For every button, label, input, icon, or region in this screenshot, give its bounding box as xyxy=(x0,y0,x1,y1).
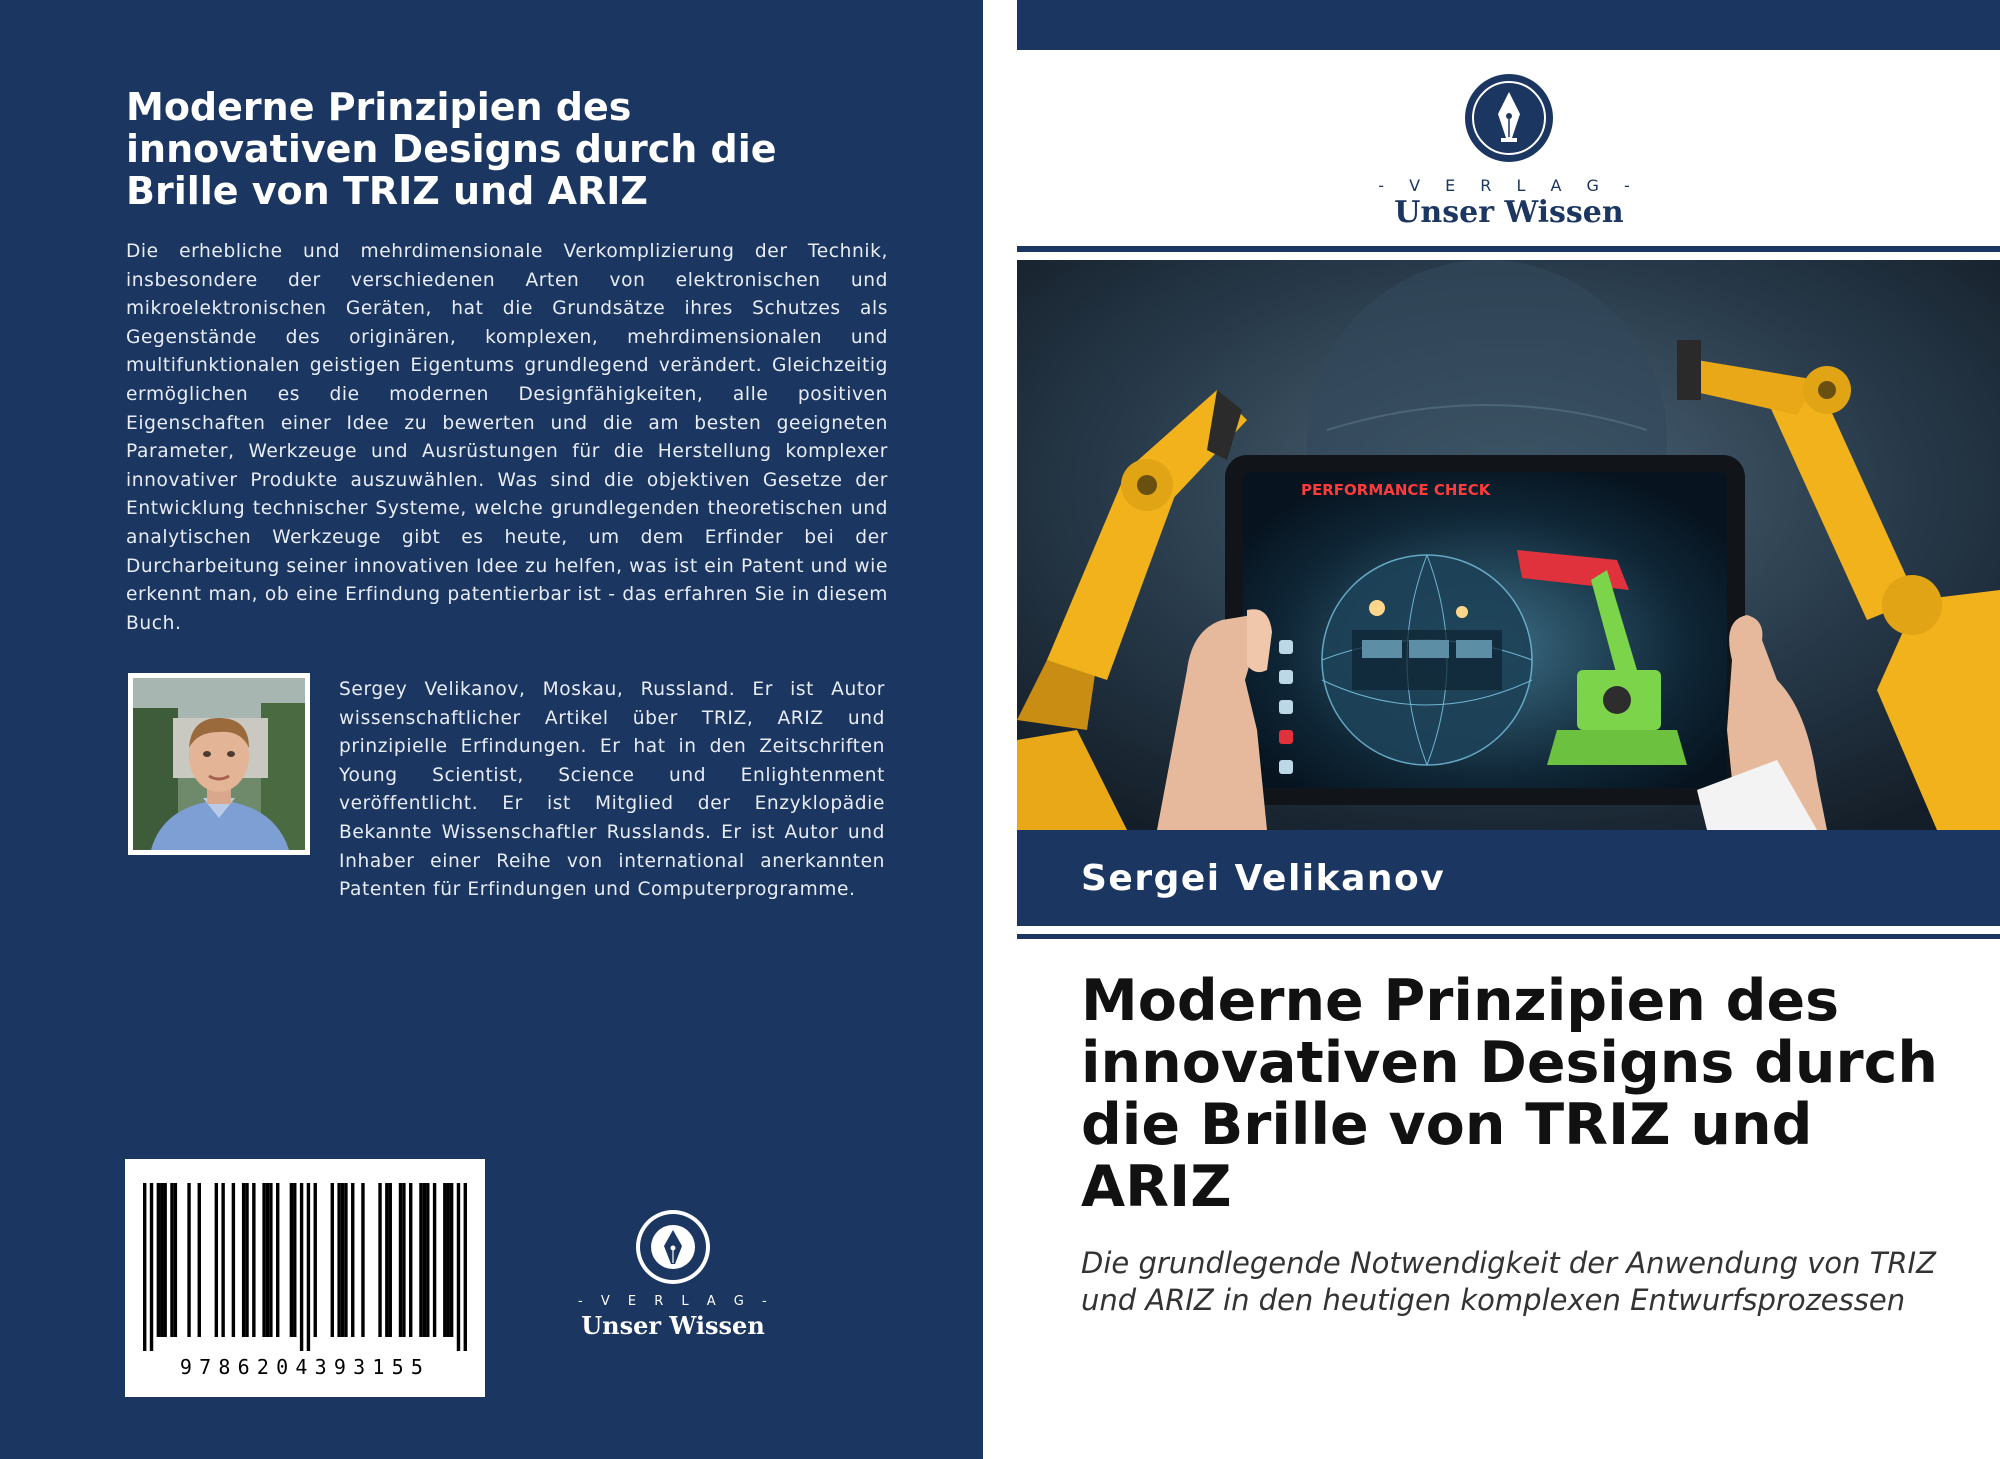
cover-illustration xyxy=(1017,260,2000,830)
barcode-bar xyxy=(426,1183,429,1337)
top-divider-rule xyxy=(1017,246,2000,252)
back-cover-title: Moderne Prinzipien des innovativen Designs durch die Brille von TRIZ und ARIZ xyxy=(126,85,777,213)
barcode-bar xyxy=(337,1183,340,1337)
barcode-bar xyxy=(221,1183,224,1337)
barcode-bar xyxy=(266,1183,269,1337)
barcode-bar xyxy=(150,1183,153,1351)
barcode-bar xyxy=(450,1183,453,1337)
barcode-bar xyxy=(242,1183,245,1337)
barcode-bar xyxy=(307,1183,310,1351)
barcode-bar xyxy=(361,1183,364,1337)
barcode-bar xyxy=(174,1183,177,1337)
barcode-bar xyxy=(300,1183,303,1351)
front-cover-subtitle: Die grundlegende Notwendigkeit der Anwendung von TRIZ und ARIZ in den heutigen komplexen Entwurfsprozessen xyxy=(1081,1246,1936,1317)
barcode-bar xyxy=(402,1183,405,1337)
barcode-bar xyxy=(314,1183,317,1337)
bottom-divider-rule xyxy=(1017,934,2000,939)
barcode-bar xyxy=(409,1183,412,1337)
barcode-bar xyxy=(378,1183,381,1337)
barcode-bar xyxy=(160,1183,163,1337)
barcode-bar xyxy=(344,1183,347,1337)
barcode-bars xyxy=(143,1183,467,1351)
author-bar xyxy=(1017,830,2000,926)
back-publisher-logo xyxy=(578,1208,774,1340)
barcode-bar xyxy=(198,1183,201,1337)
tablet-caption: PERFORMANCE CHECK xyxy=(1301,481,1491,499)
barcode-bar xyxy=(276,1183,279,1337)
barcode-bar xyxy=(447,1183,450,1337)
logo-publisher-name: Unser Wissen xyxy=(581,1311,765,1340)
barcode-bar xyxy=(170,1183,173,1337)
barcode-bar xyxy=(269,1183,272,1337)
barcode-bar xyxy=(331,1183,334,1337)
logo-publisher-name: Unser Wissen xyxy=(1394,195,1624,230)
barcode-bar xyxy=(245,1183,248,1337)
author-photo xyxy=(128,673,310,855)
barcode-bar xyxy=(433,1183,436,1337)
pen-nib-emblem-icon xyxy=(634,1208,712,1286)
barcode-bar xyxy=(187,1183,190,1337)
pen-nib-emblem-icon xyxy=(1463,72,1555,164)
front-author-name: Sergei Velikanov xyxy=(1081,858,1446,899)
front-cover xyxy=(1017,0,2000,1459)
isbn-barcode xyxy=(125,1159,485,1397)
front-cover-title: Moderne Prinzipien des innovativen Designs durch die Brille von TRIZ und ARIZ xyxy=(1081,968,1938,1220)
barcode-bar xyxy=(464,1183,467,1351)
barcode-bar xyxy=(290,1183,293,1337)
barcode-bar xyxy=(389,1183,392,1337)
logo-verlag-text: - V E R L A G - xyxy=(1378,176,1640,195)
barcode-bar xyxy=(262,1183,265,1337)
barcode-bar xyxy=(163,1183,166,1337)
barcode-bar xyxy=(443,1183,446,1337)
back-cover-blurb: Die erhebliche und mehrdimensionale Verkomplizierung der Technik, insbesondere der verschiedenen Arten von elektronischen und mikroelektronischen Geräten, hat die Grundsätze ihres Schutzes als Gegenstände des originären, komplexen, mehrdimensionalen und multifunktionalen geistigen Eigentums grundlegend verändert. Gleichzeitig ermöglichen es die modernen Designfähigkeiten, alle positiven Eigenschaften einer Idee zu bewerten und die am besten geeigneten Parameter, Werkzeuge und Ausrüstungen für die Herstellung komplexer innovativer Produkte auszuwählen. Was sind die objektiven Gesetze der Entwicklung technischer Systeme, welche grundlegenden theoretischen und analytischen Werkzeuge gibt es heute, um dem Erfinder bei der Durcharbeitung seiner innovativen Idee zu helfen, was ist ein Patent und wie erkennt man, ob eine Erfindung patentierbar ist - das erfahren Sie in diesem Buch. xyxy=(126,241,888,634)
barcode-bar xyxy=(399,1183,402,1337)
author-bio: Sergey Velikanov, Moskau, Russland. Er ist Autor wissenschaftlicher Artikel über TRIZ, ARIZ und prinzipielle Erfindungen. Er hat in den Zeitschriften Young Scientist, Science und Enlightenment veröffentlicht. Er ist Mitglied der Enzyklopädie Bekannte Wissenschaftler Russlands. Er ist Autor und Inhaber einer Reihe von international anerkannten Patenten für Erfindungen und Computerprogramme. xyxy=(339,679,885,901)
logo-verlag-text: - V E R L A G - xyxy=(578,1294,774,1309)
barcode-digits: 9786204393155 xyxy=(179,1355,431,1379)
barcode-bar xyxy=(341,1183,344,1337)
barcode-bar xyxy=(419,1183,422,1337)
robot-arms-tablet-image xyxy=(1017,260,2000,830)
barcode-bar xyxy=(423,1183,426,1337)
barcode-bar xyxy=(293,1183,296,1337)
barcode-bar xyxy=(457,1183,460,1351)
barcode-bar xyxy=(232,1183,235,1337)
front-top-bar xyxy=(1017,0,2000,50)
barcode-bar xyxy=(385,1183,388,1337)
barcode-bar xyxy=(252,1183,255,1337)
author-portrait-image xyxy=(133,678,305,850)
barcode-bar xyxy=(143,1183,146,1351)
back-cover xyxy=(0,0,983,1459)
barcode-bar xyxy=(351,1183,354,1337)
barcode-bar xyxy=(157,1183,160,1337)
barcode-bar xyxy=(215,1183,218,1337)
front-publisher-logo xyxy=(1364,72,1654,230)
